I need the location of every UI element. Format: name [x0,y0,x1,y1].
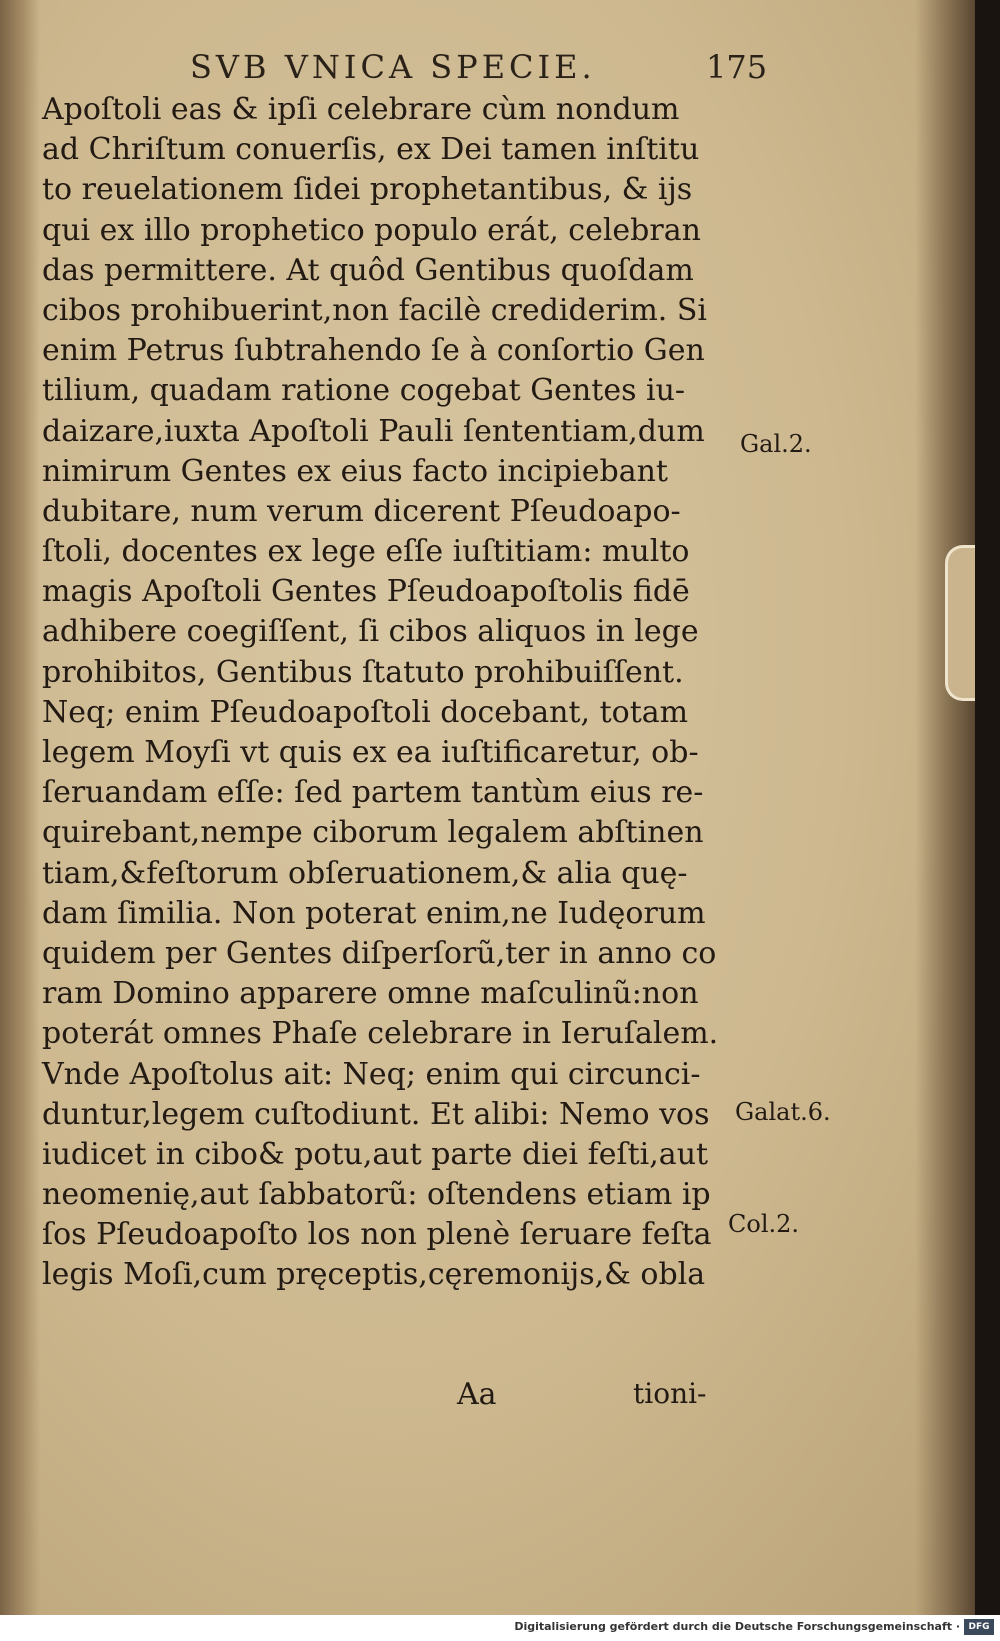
text-line: quidem per Gentes diſperſorũ,ter in anno co [42,935,717,971]
clasp-tab [945,545,975,701]
margin-note-gal: Gal.2. [740,430,812,458]
text-line: Apoſtoli eas & ipſi celebrare cùm nondum [42,92,680,127]
text-line: magis Apoſtoli Gentes Pſeudoapoſtolis fidē [42,574,690,610]
text-line: daizare,iuxta Apoſtoli Pauli ſententiam,dum [42,413,705,449]
text-line: prohibitos, Gentibus ſtatuto prohibuiſſent. [42,654,684,690]
running-head: SVB VNICA SPECIE. [190,48,596,86]
text-line: ram Domino apparere omne maſculinũ:non [42,976,699,1012]
text-line: legis Moſi,cum pręceptis,cęremonijs,& obla [42,1257,706,1293]
text-line: Neq; enim Pſeudoapoſtoli docebant, totam [42,694,689,730]
text-line: dubitare, num verum dicerent Pſeudoapo- [42,493,681,529]
dfg-logo: DFG [964,1619,994,1635]
text-line: tiam,&feſtorum obſeruationem,& alia quę- [42,855,688,891]
margin-note-galat: Galat.6. [735,1098,831,1126]
text-line: ſos Pſeudoapoſto los non plenè ſeruare feſta [42,1217,712,1253]
text-line: das permittere. At quôd Gentibus quoſdam [42,252,694,288]
text-line: ſtoli, docentes ex lege eſſe iuſtitiam: multo [42,534,690,570]
page-footer [0,1377,975,1417]
text-line: neomenię,aut ſabbatorũ: oſtendens etiam ip [42,1177,711,1213]
text-line: tilium, quadam ratione cogebat Gentes iu- [42,373,686,409]
text-line: poterát omnes Phaſe celebrare in Ieruſalem. [42,1016,719,1052]
text-line: adhibere coegiſſent, ſi cibos aliquos in lege [42,614,699,650]
page-gutter-shadow [0,0,40,1615]
text-line: dam ſimilia. Non poterat enim,ne Iudęorum [42,895,706,931]
text-line: ad Chriſtum conuerſis, ex Dei tamen inſtitu [42,132,700,168]
text-line: Vnde Apoſtolus ait: Neq; enim qui circunci- [42,1056,701,1092]
text-line: quirebant,nempe ciborum legalem abſtinen [42,815,704,851]
page-edge-shadow [915,0,975,1615]
signature-mark: Aa [457,1377,497,1412]
body-text [42,90,742,1296]
text-line: legem Moyſi vt quis ex ea iuſtificaretur, ob- [42,735,699,770]
text-line: nimirum Gentes ex eius facto incipiebant [42,453,668,489]
text-line: to reuelationem ſidei prophetantibus, & ijs [42,172,693,208]
text-line: duntur,legem cuſtodiunt. Et alibi: Nemo vos [42,1096,710,1132]
funding-bar [0,1615,1000,1641]
text-line: cibos prohibuerint,non facilè crediderim. Si [42,292,708,328]
text-line: iudicet in cibo& potu,aut parte diei feſti,aut [42,1136,709,1172]
text-line: ſeruandam eſſe: ſed partem tantùm eius re- [42,775,704,811]
text-line: qui ex illo prophetico populo erát, celebran [42,212,701,248]
catchword: tioni- [633,1377,707,1410]
funding-text: Digitalisierung gefördert durch die Deutsche Forschungsgemeinschaft · [514,1620,960,1633]
page-header [0,48,975,88]
margin-note-col: Col.2. [728,1210,800,1238]
text-line: enim Petrus ſubtrahendo ſe à conſortio Gen [42,333,705,369]
page-number: 175 [706,48,768,86]
